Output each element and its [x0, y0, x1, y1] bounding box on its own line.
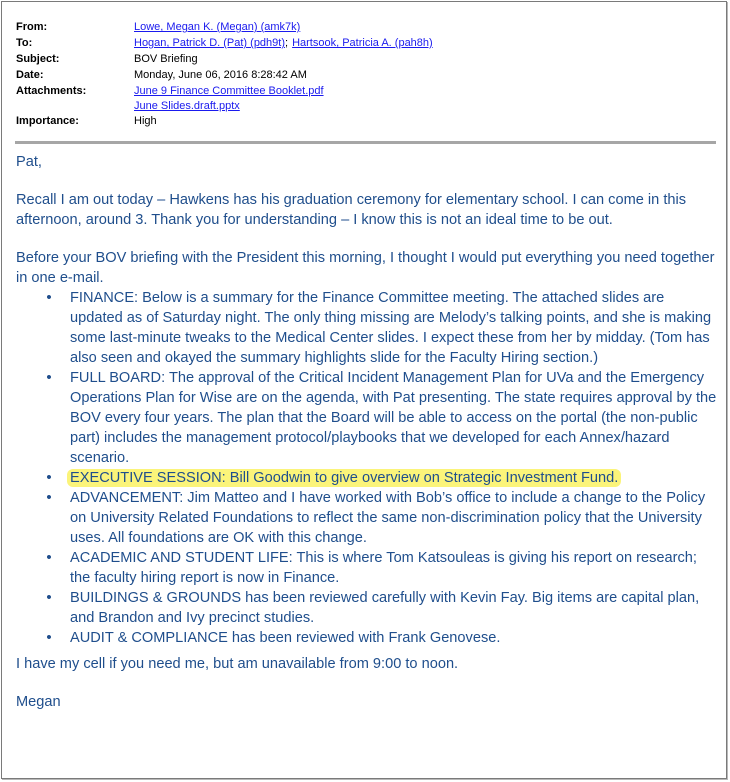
paragraph-2: Before your BOV briefing with the President this morning, I thought I would put everything you need together in one e-mail. — [16, 250, 715, 286]
to-separator: ; — [285, 37, 289, 49]
importance-value: High — [134, 115, 157, 127]
list-item-text: AUDIT & COMPLIANCE has been reviewed with Frank Genovese. — [70, 630, 501, 646]
list-item-text: ACADEMIC AND STUDENT LIFE: This is where Tom Katsouleas is giving his report on research; the faculty hiring report is now in Finance. — [70, 550, 697, 586]
subject-row — [16, 52, 716, 68]
list-item-finance — [16, 288, 721, 368]
email-body — [16, 152, 721, 712]
list-item-text: FINANCE: Below is a summary for the Finance Committee meeting. The attached slides are updated as of Saturday night. The only thing missing are Melody’s talking points, and she is making some last-minute tweaks to the Medical Center slides. I expect these from her by midday. (Tom has also seen and okayed the summary highlights slide for the Faculty Hiring section.) — [70, 290, 712, 366]
date-value: Monday, June 06, 2016 8:28:42 AM — [134, 69, 307, 81]
list-item-executive-session — [16, 468, 721, 488]
to-label: To: — [16, 37, 33, 49]
list-item-text: ADVANCEMENT: Jim Matteo and I have worked with Bob’s office to include a change to the Policy on University Related Foundations to reflect the same non-discrimination policy that the University uses. All foundations are OK with this change. — [70, 490, 706, 546]
attachments-row — [16, 84, 716, 114]
from-row — [16, 20, 716, 36]
subject-value: BOV Briefing — [134, 53, 198, 65]
email-header — [16, 20, 716, 130]
email-frame — [1, 1, 727, 779]
attachment-link-booklet[interactable]: June 9 Finance Committee Booklet.pdf — [134, 85, 324, 97]
bullet-icon: • — [46, 629, 52, 646]
to-link-hartsook[interactable]: Hartsook, Patricia A. (pah8h) — [292, 37, 433, 49]
date-row — [16, 68, 716, 84]
bullet-icon: • — [46, 589, 52, 606]
header-divider — [15, 141, 716, 144]
greeting: Pat, — [16, 154, 42, 170]
from-link[interactable]: Lowe, Megan K. (Megan) (amk7k) — [134, 21, 301, 33]
list-item-audit — [16, 628, 721, 648]
bullet-icon: • — [46, 489, 52, 506]
bullet-icon: • — [46, 369, 52, 386]
list-item-full-board — [16, 368, 721, 468]
bullet-icon: • — [46, 289, 52, 306]
subject-label: Subject: — [16, 53, 60, 65]
attachment-link-slides[interactable]: June Slides.draft.pptx — [134, 100, 240, 112]
bullet-icon: • — [46, 549, 52, 566]
briefing-list — [16, 288, 721, 648]
to-link-hogan[interactable]: Hogan, Patrick D. (Pat) (pdh9t) — [134, 37, 286, 49]
list-item-academic — [16, 548, 721, 588]
from-label: From: — [16, 21, 48, 33]
highlighted-text: EXECUTIVE SESSION: Bill Goodwin to give overview on Strategic Investment Fund. — [67, 469, 621, 487]
list-item-buildings — [16, 588, 721, 628]
paragraph-1: Recall I am out today – Hawkens has his graduation ceremony for elementary school. I can come in this afternoon, around 3. Thank you for understanding – I know this is not an ideal time to be out. — [16, 192, 687, 228]
list-item-text: BUILDINGS & GROUNDS has been reviewed carefully with Kevin Fay. Big items are capital plan, and Brandon and Ivy precinct studies. — [70, 590, 700, 626]
list-item-text: FULL BOARD: The approval of the Critical Incident Management Plan for UVa and the Emergency Operations Plan for Wise are on the agenda, with Pat presenting. The state requires approval by the BOV every four years. The plan that the Board will be able to access on the portal (the non-public part) includes the management protocol/playbooks that we developed for each Annex/hazard scenario. — [70, 370, 717, 466]
closing-line: I have my cell if you need me, but am unavailable from 9:00 to noon. — [16, 656, 459, 672]
date-label: Date: — [16, 69, 44, 81]
importance-row — [16, 114, 716, 130]
attachments-label: Attachments: — [16, 85, 87, 97]
bullet-icon: • — [46, 469, 52, 486]
to-row — [16, 36, 716, 52]
importance-label: Importance: — [16, 115, 79, 127]
signature: Megan — [16, 694, 61, 710]
list-item-advancement — [16, 488, 721, 548]
